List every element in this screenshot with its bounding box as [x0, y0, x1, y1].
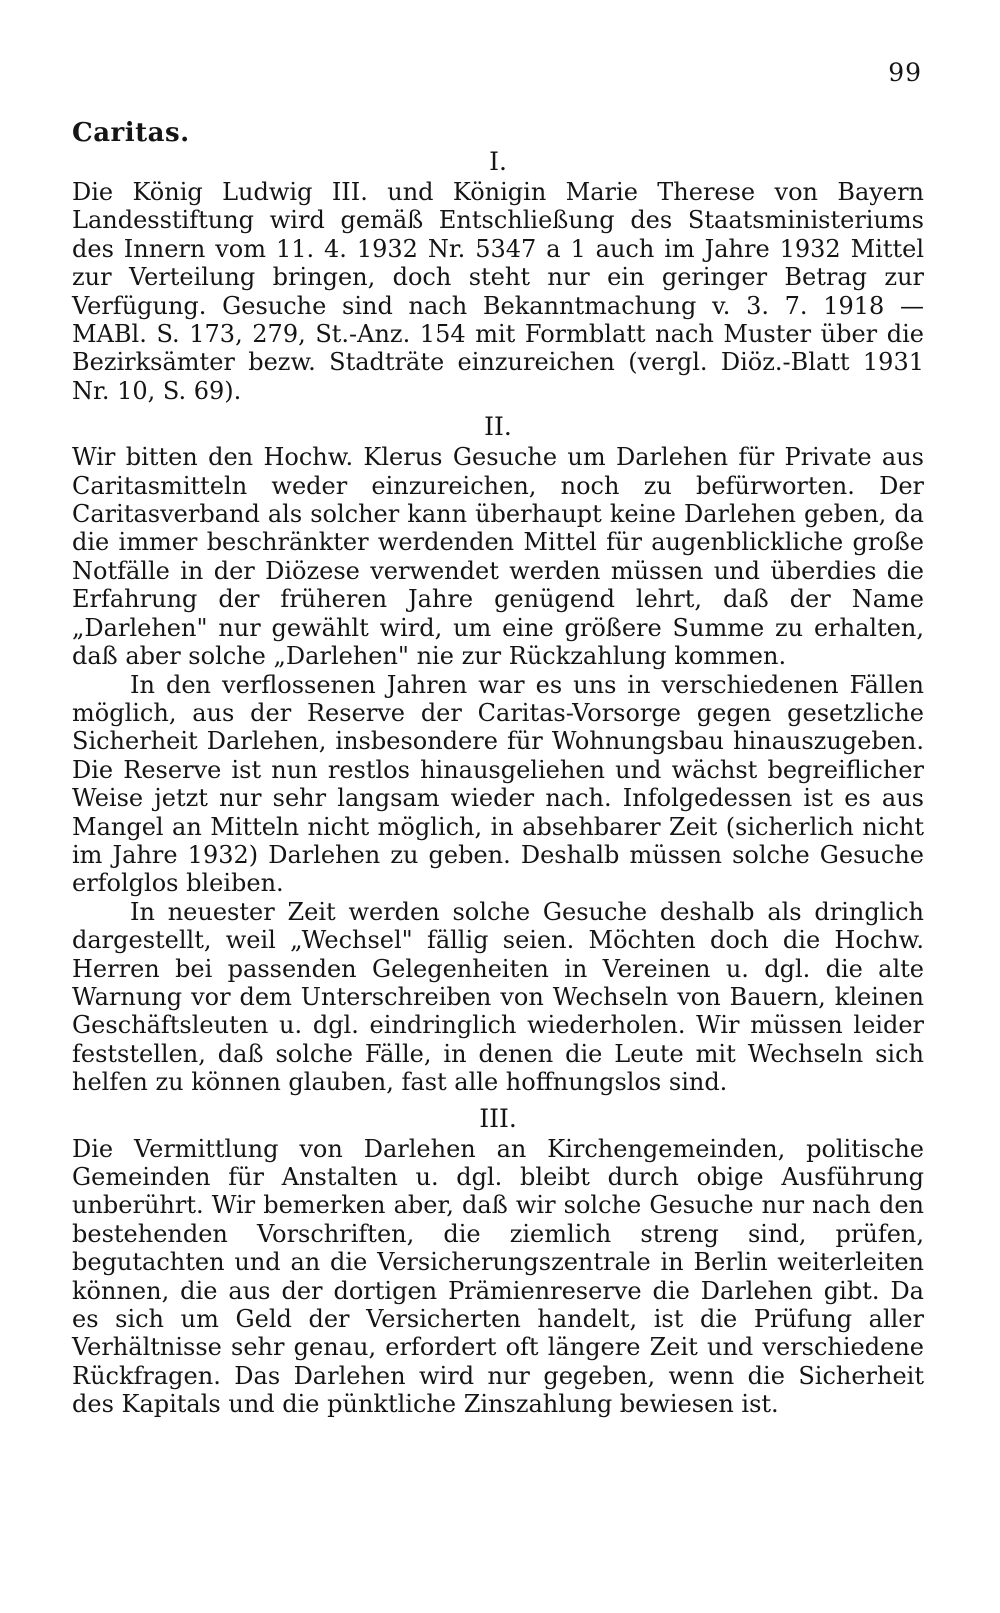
- section-numeral-3: III.: [479, 1103, 517, 1133]
- section-2-paragraph-3: In neuester Zeit werden solche Gesuche deshalb als dringlich dargestellt, weil „Wechsel" fällig seien. Möchten doch die Hochw. Herren bei passenden Gelegenheiten in Vereinen u. dgl. die alte Warnung vor dem Unterschreiben von Wechseln von Bauern, kleinen Geschäftsleuten u. dgl. eindringlich wiederholen. Wir müssen leider feststellen, daß solche Fälle, in denen die Leute mit Wechseln sich helfen zu können glauben, fast alle hoffnungslos sind.: [72, 897, 924, 1097]
- section-1-paragraph-1: Die König Ludwig III. und Königin Marie Therese von Bayern Landesstiftung wird gemäß Entschließung des Staatsministeriums des Innern vom 11. 4. 1932 Nr. 5347 a 1 auch im Jahre 1932 Mittel zur Verteilung bringen, doch steht nur ein geringer Betrag zur Verfügung. Gesuche sind nach Bekanntmachung v. 3. 7. 1918 — MABl. S. 173, 279, St.-Anz. 154 mit Formblatt nach Muster über die Bezirksämter bezw. Stadträte einzureichen (vergl. Diöz.-Blatt 1931 Nr. 10, S. 69).: [72, 178, 924, 405]
- page-title: Caritas.: [72, 118, 190, 148]
- section-2-paragraph-2: In den verflossenen Jahren war es uns in verschiedenen Fällen möglich, aus der Reserve der Caritas-Vorsorge gegen gesetzliche Sicherheit Darlehen, insbesondere für Wohnungsbau hinauszugeben. Die Reserve ist nun restlos hinausgeliehen und wächst begreiflicher Weise jetzt nur sehr langsam wieder nach. Infolgedessen ist es aus Mangel an Mitteln nicht möglich, in absehbarer Zeit (sicherlich nicht im Jahre 1932) Darlehen zu geben. Deshalb müssen solche Gesuche erfolglos bleiben.: [72, 670, 924, 898]
- section-2-paragraph-1: Wir bitten den Hochw. Klerus Gesuche um Darlehen für Private aus Caritasmitteln weder einzureichen, noch zu befürworten. Der Caritasverband als solcher kann überhaupt keine Darlehen geben, da die immer beschränkter werdenden Mittel für augenblickliche große Notfälle in der Diözese verwendet werden müssen und überdies die Erfahrung der früheren Jahre genügend lehrt, daß der Name „Darlehen" nur gewählt wird, um eine größere Summe zu erhalten, daß aber solche „Darlehen" nie zur Rückzahlung kommen.: [72, 443, 924, 671]
- section-numeral-2: II.: [484, 412, 512, 442]
- section-3-paragraph-1: Die Vermittlung von Darlehen an Kirchengemeinden, politische Gemeinden für Anstalten u. dgl. bleibt durch obige Ausführung unberührt. Wir bemerken aber, daß wir solche Gesuche nur nach den bestehenden Vorschriften, die ziemlich streng sind, prüfen, begutachten und an die Versicherungszentrale in Berlin weiterleiten können, die aus der dortigen Prämienreserve die Darlehen gibt. Da es sich um Geld der Versicherten handelt, ist die Prüfung aller Verhältnisse sehr genau, erfordert oft längere Zeit und verschiedene Rückfragen. Das Darlehen wird nur gegeben, wenn die Sicherheit des Kapitals und die pünktliche Zinszahlung bewiesen ist.: [72, 1134, 924, 1419]
- page-number: 99: [888, 58, 922, 87]
- section-numeral-1: I.: [489, 147, 507, 176]
- document-body: [72, 138, 924, 1419]
